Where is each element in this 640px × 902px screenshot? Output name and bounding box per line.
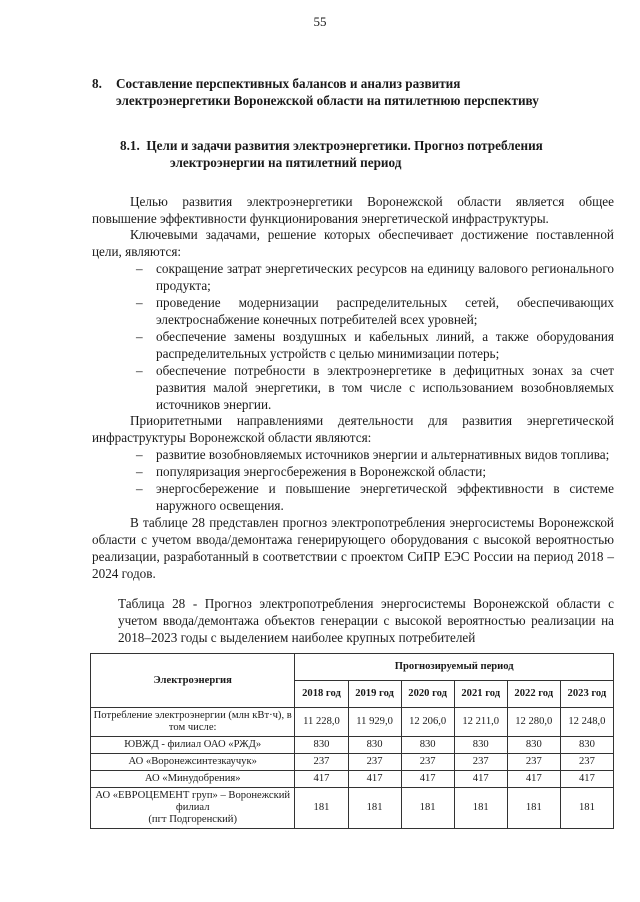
list-item: – проведение модернизации распределительных сетей, обеспечивающих электроснабжение конечных потребителей всех уровней;: [136, 295, 614, 327]
dash-bullet: –: [136, 295, 143, 311]
cell-value: 830: [454, 737, 507, 754]
col-header-period: Прогнозируемый период: [295, 654, 614, 681]
dash-bullet: –: [136, 464, 143, 480]
cell-value: 830: [560, 737, 613, 754]
table-header-row: [91, 654, 614, 681]
cell-value: 417: [560, 771, 613, 788]
row-label-line: (пгт Подгоренский): [148, 814, 238, 826]
cell-value: 12 211,0: [454, 708, 507, 737]
table-row: [91, 788, 614, 829]
col-header-electricity: Электроэнергия: [91, 654, 295, 708]
table-row: [91, 708, 614, 737]
table-row: [91, 771, 614, 788]
list-item: – популяризация энергосбережения в Воронежской области;: [136, 464, 487, 480]
cell-value: 181: [507, 788, 560, 829]
list-item: – обеспечение замены воздушных и кабельных линий, а также оборудования распределительных устройств с целью минимизации потерь;: [136, 328, 614, 361]
table-row: [91, 737, 614, 754]
year-header: 2020 год: [401, 681, 454, 708]
dash-bullet: –: [136, 261, 143, 277]
cell-value: 830: [507, 737, 560, 754]
row-label: ЮВЖД - филиал ОАО «РЖД»: [91, 737, 295, 754]
row-label: АО «Минудобрения»: [91, 771, 295, 788]
cell-value: 417: [348, 771, 401, 788]
table-row: [91, 754, 614, 771]
cell-value: 11 929,0: [348, 708, 401, 737]
section-title-line2: электроэнергетики Воронежской области на пятилетнюю перспективу: [116, 92, 539, 108]
row-label-line: филиал: [175, 802, 210, 814]
cell-value: 12 248,0: [560, 708, 613, 737]
subsection-number: 8.1.: [120, 137, 140, 153]
paragraph-priorities-intro: Приоритетными направлениями деятельности для развития энергетической инфраструктуры Воронежской области являются:: [92, 413, 614, 446]
page-content: [92, 76, 614, 829]
row-label: Потребление электроэнергии (млн кВт·ч), в том числе:: [91, 708, 295, 737]
cell-value: 417: [454, 771, 507, 788]
subsection-title-line2: электроэнергии на пятилетний период: [170, 154, 402, 170]
cell-value: 11 228,0: [295, 708, 348, 737]
paragraph-tasks-intro: Ключевыми задачами, решение которых обеспечивает достижение поставленной цели, являются:: [92, 227, 614, 260]
page-number: 55: [313, 14, 327, 29]
list-item: – сокращение затрат энергетических ресурсов на единицу валового регионального продукта;: [136, 261, 614, 294]
cell-value: 237: [560, 754, 613, 771]
cell-value: 237: [454, 754, 507, 771]
year-header: 2019 год: [348, 681, 401, 708]
subsection-heading: [120, 138, 614, 172]
dash-bullet: –: [136, 481, 143, 497]
cell-value: 830: [295, 737, 348, 754]
cell-value: 181: [295, 788, 348, 829]
section-title-line1: Составление перспективных балансов и анализ развития: [116, 76, 461, 91]
cell-value: 12 206,0: [401, 708, 454, 737]
table-caption: Таблица 28 - Прогноз электропотребления энергосистемы Воронежской области с учетом ввода/демонтажа объектов генерации с высокой вероятностью реализации на 2018–2023 годы с выделением наиболее крупных потребителей: [118, 596, 614, 646]
priorities-list: [92, 447, 614, 515]
cell-value: 417: [295, 771, 348, 788]
subsection-title-line1: Цели и задачи развития электроэнергетики. Прогноз потребления: [146, 137, 543, 153]
paragraph-goal: Целью развития электроэнергетики Воронежской области является общее повышение эффективности функционирования энергетической инфраструктуры.: [92, 193, 614, 226]
cell-value: 417: [507, 771, 560, 788]
cell-value: 830: [348, 737, 401, 754]
tasks-list: [92, 261, 614, 413]
cell-value: 181: [401, 788, 454, 829]
section-heading: [92, 76, 614, 110]
list-item: – развитие возобновляемых источников энергии и альтернативных видов топлива;: [136, 447, 610, 463]
cell-value: 237: [401, 754, 454, 771]
year-header: 2022 год: [507, 681, 560, 708]
row-label-line: АО «ЕВРОЦЕМЕНТ груп» – Воронежский: [95, 790, 291, 802]
list-item: – обеспечение потребности в электроэнергетике в дефицитных зонах за счет развития малой энергетики, в том числе с использованием возобновляемых источников энергии.: [136, 362, 614, 412]
row-label: АО «Воронежсинтезкаучук»: [91, 754, 295, 771]
cell-value: 12 280,0: [507, 708, 560, 737]
cell-value: 830: [401, 737, 454, 754]
cell-value: 237: [507, 754, 560, 771]
list-item: – энергосбережение и повышение энергетической эффективности в системе наружного освещения.: [136, 481, 614, 513]
cell-value: 237: [295, 754, 348, 771]
paragraph-table-intro: В таблице 28 представлен прогноз электропотребления энергосистемы Воронежской области с учетом ввода/демонтажа генерирующего оборудования с высокой вероятностью реализации, разработанный в соответствии с проектом СиПР ЕЭС России на период 2018 – 2024 годов.: [92, 514, 614, 581]
cell-value: 417: [401, 771, 454, 788]
forecast-table: [90, 653, 614, 829]
cell-value: 237: [348, 754, 401, 771]
section-number: 8.: [92, 76, 102, 91]
cell-value: 181: [560, 788, 613, 829]
year-header: 2023 год: [560, 681, 613, 708]
cell-value: 181: [454, 788, 507, 829]
dash-bullet: –: [136, 328, 143, 344]
year-header: 2021 год: [454, 681, 507, 708]
year-header: 2018 год: [295, 681, 348, 708]
dash-bullet: –: [136, 362, 143, 378]
dash-bullet: –: [136, 447, 143, 463]
cell-value: 181: [348, 788, 401, 829]
row-label: [91, 788, 295, 829]
